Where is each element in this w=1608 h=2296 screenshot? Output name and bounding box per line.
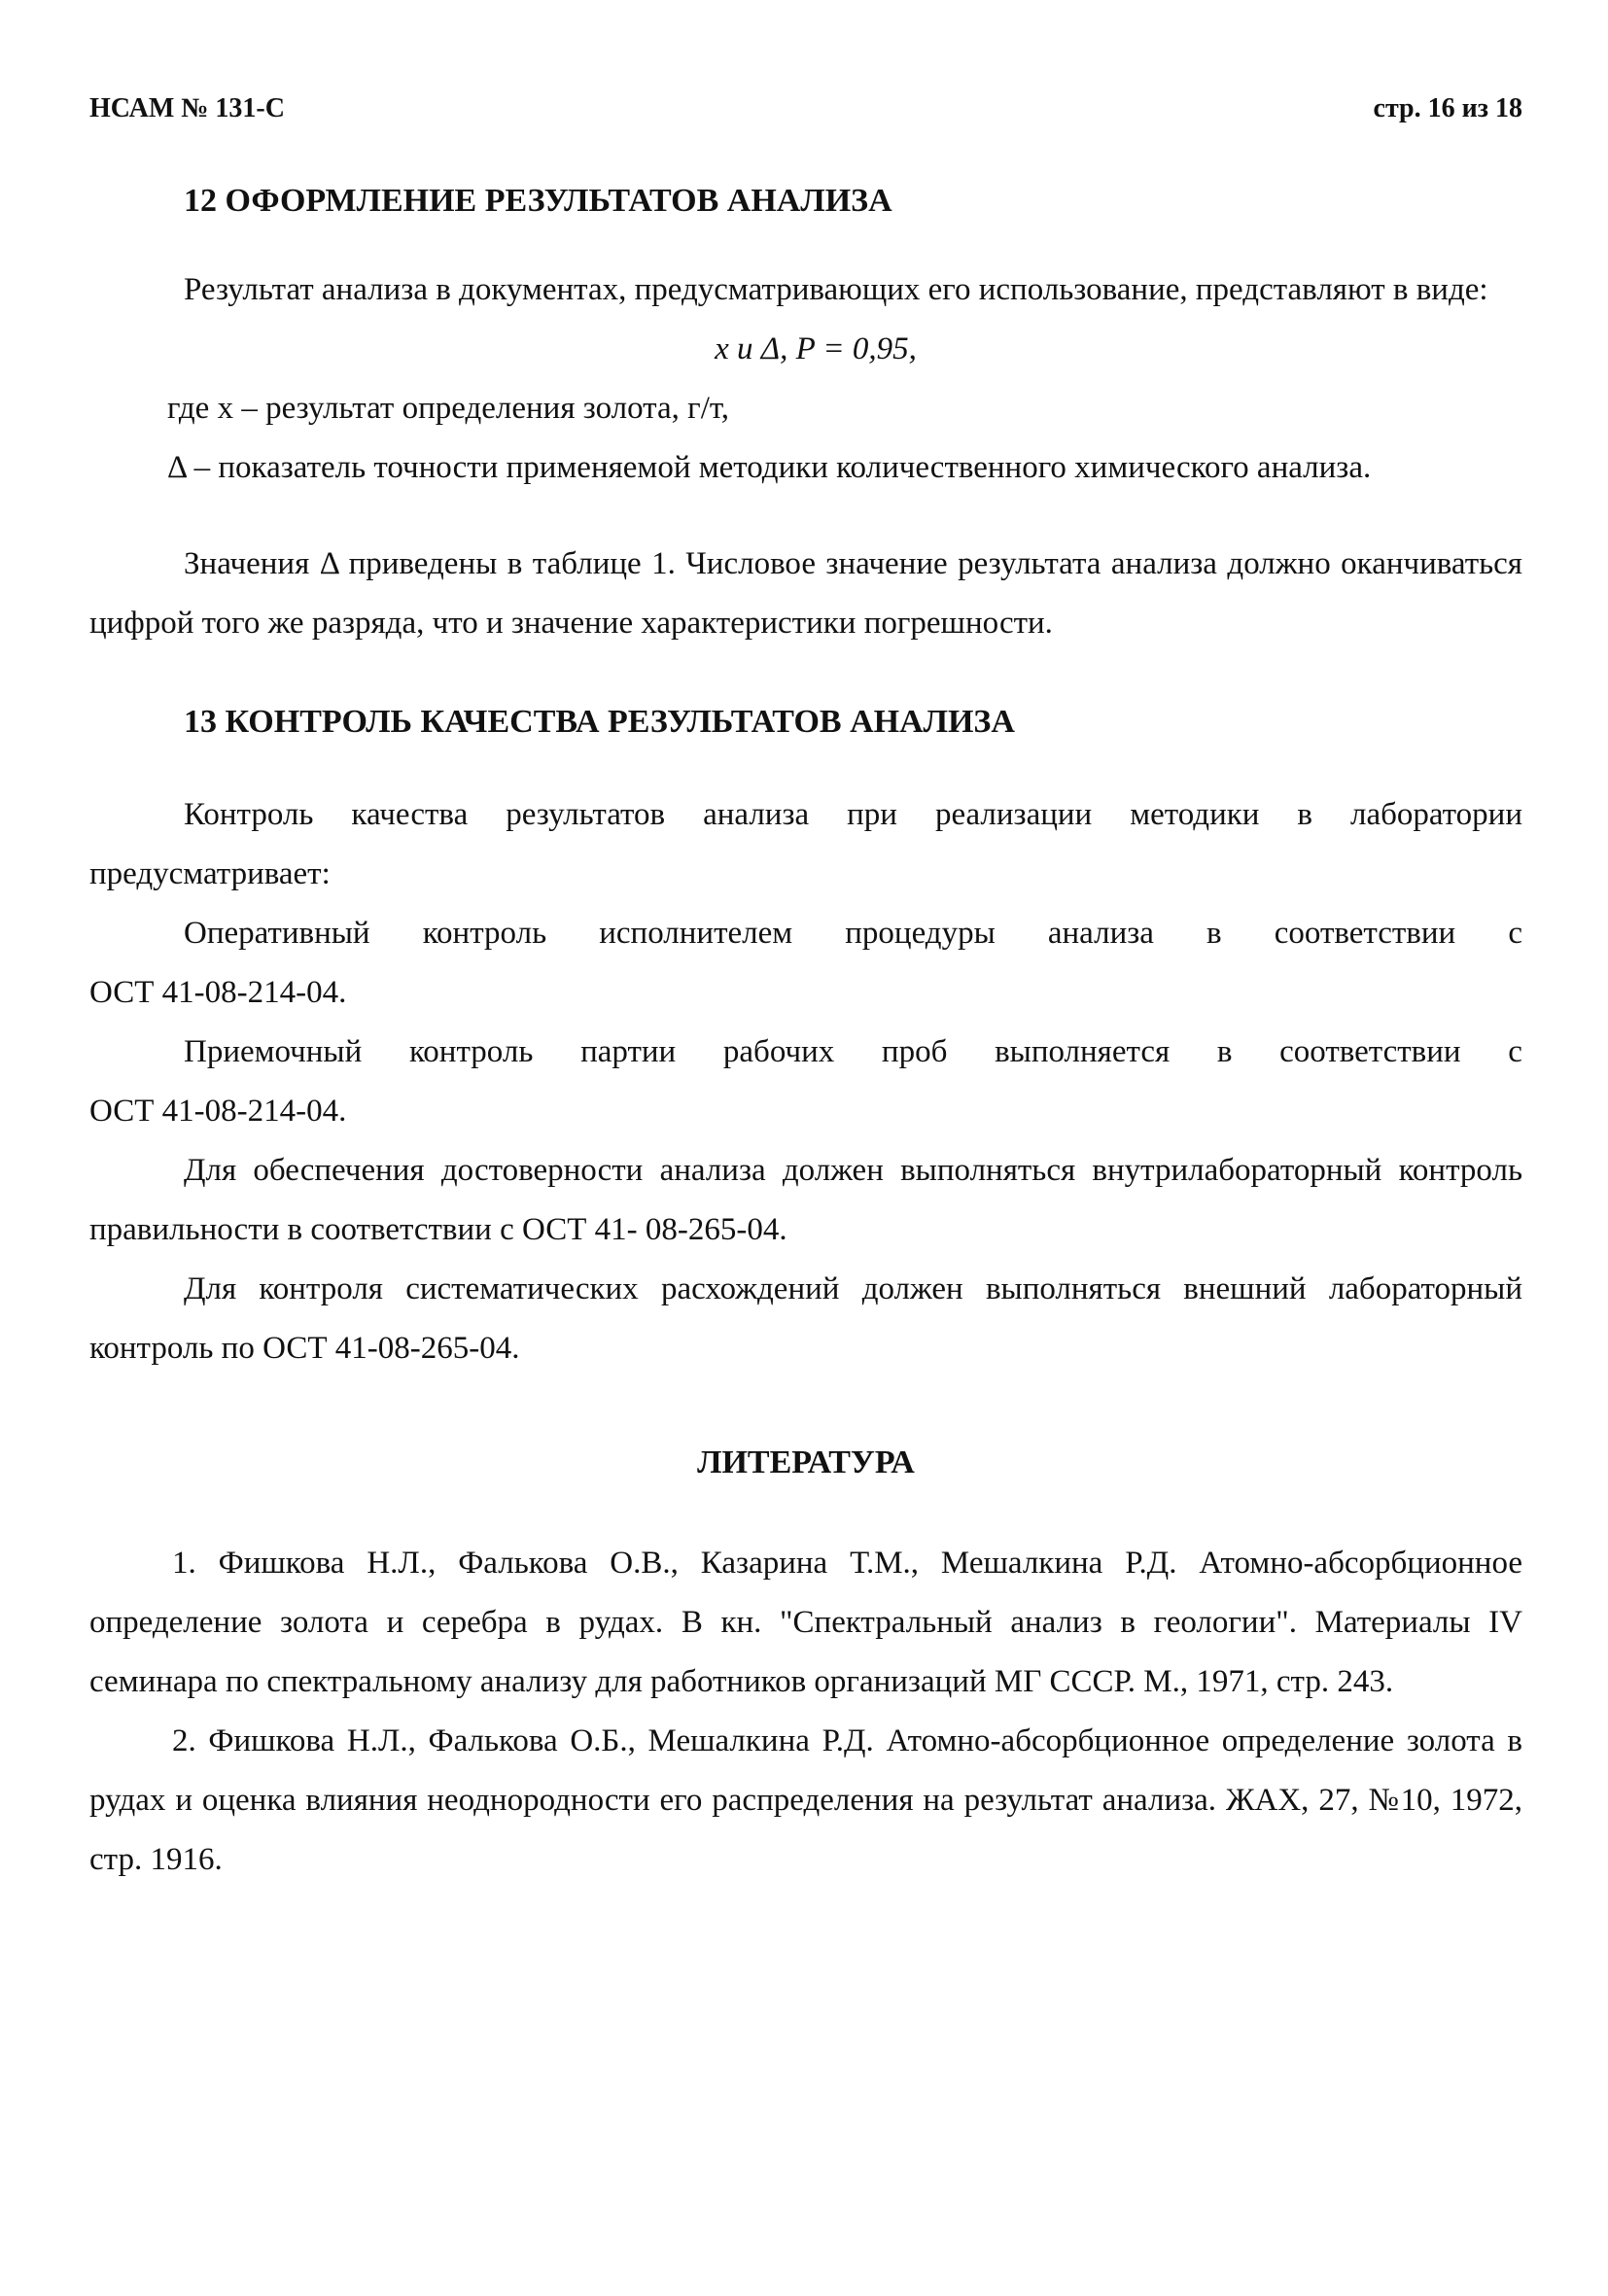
word: контроль [422,916,547,951]
word: контроль [408,1034,534,1069]
word: рабочих [722,1034,835,1069]
word: партии [580,1034,677,1069]
section-12-intro: Результат анализа в документах, предусматривающих его использование, представляют в виде: [184,272,1488,307]
literature-title: ЛИТЕРАТУРА [697,1444,915,1480]
delta-values-paragraph: Значения Δ приведены в таблице 1. Числовое значение результата анализа должно оканчиваться цифрой того же разряда, что и значение характеристики погрешности. [89,546,1522,641]
word: выполняется [995,1034,1171,1069]
reference-item: 2. Фишкова Н.Л., Фалькова О.Б., Мешалкина Р.Д. Атомно-абсорбционное определение золота в рудах и оценка влияния неоднородности его распределения на результат анализа. ЖАХ, 27, №10, 1972, стр. 1916. [89,1723,1522,1877]
operative-control-line [184,904,1522,963]
acceptance-control-line [184,1023,1522,1082]
word: Приемочный [184,1034,363,1069]
word: с [1508,916,1522,951]
word: Оперативный [184,916,370,951]
word: в [1216,1034,1233,1069]
operative-control-standard: ОСТ 41-08-214-04. [89,975,347,1010]
section-13-title: 13 КОНТРОЛЬ КАЧЕСТВА РЕЗУЛЬТАТОВ АНАЛИЗА [184,704,1015,740]
where-x-definition: где x – результат определения золота, г/т, [167,391,730,426]
acceptance-control-standard: ОСТ 41-08-214-04. [89,1094,347,1129]
document-code: НСАМ № 131-С [89,93,285,123]
word: соответствии [1274,916,1456,951]
word: с [1508,1034,1522,1069]
page-number: стр. 16 из 18 [1373,93,1522,123]
word: исполнителем [599,916,793,951]
word: анализа [1047,916,1154,951]
section-13-intro: Контроль качества результатов анализа при реализации методики в лаборатории предусматривает: [89,797,1522,891]
reliability-control-paragraph: Для обеспечения достоверности анализа должен выполняться внутрилабораторный контроль правильности в соответствии с ОСТ 41- 08-265-04. [89,1153,1522,1247]
word: процедуры [845,916,996,951]
word: соответствии [1279,1034,1461,1069]
external-control-paragraph: Для контроля систематических расхождений должен выполняться внешний лабораторный контроль по ОСТ 41-08-265-04. [89,1271,1522,1366]
result-formula: x и Δ, P = 0,95, [715,331,917,366]
word: в [1206,916,1222,951]
word: проб [881,1034,948,1069]
section-12-title: 12 ОФОРМЛЕНИЕ РЕЗУЛЬТАТОВ АНАЛИЗА [184,183,892,219]
reference-item: 1. Фишкова Н.Л., Фалькова О.В., Казарина Т.М., Мешалкина Р.Д. Атомно-абсорбционное определение золота и серебра в рудах. В кн. "Спектральный анализ в геологии". Материалы IV семинара по спектральному анализу для работников организаций МГ СССР. М., 1971, стр. 243. [89,1546,1522,1699]
where-delta-definition: Δ – показатель точности применяемой методики количественного химического анализа. [167,450,1372,485]
page-header [89,89,1522,128]
